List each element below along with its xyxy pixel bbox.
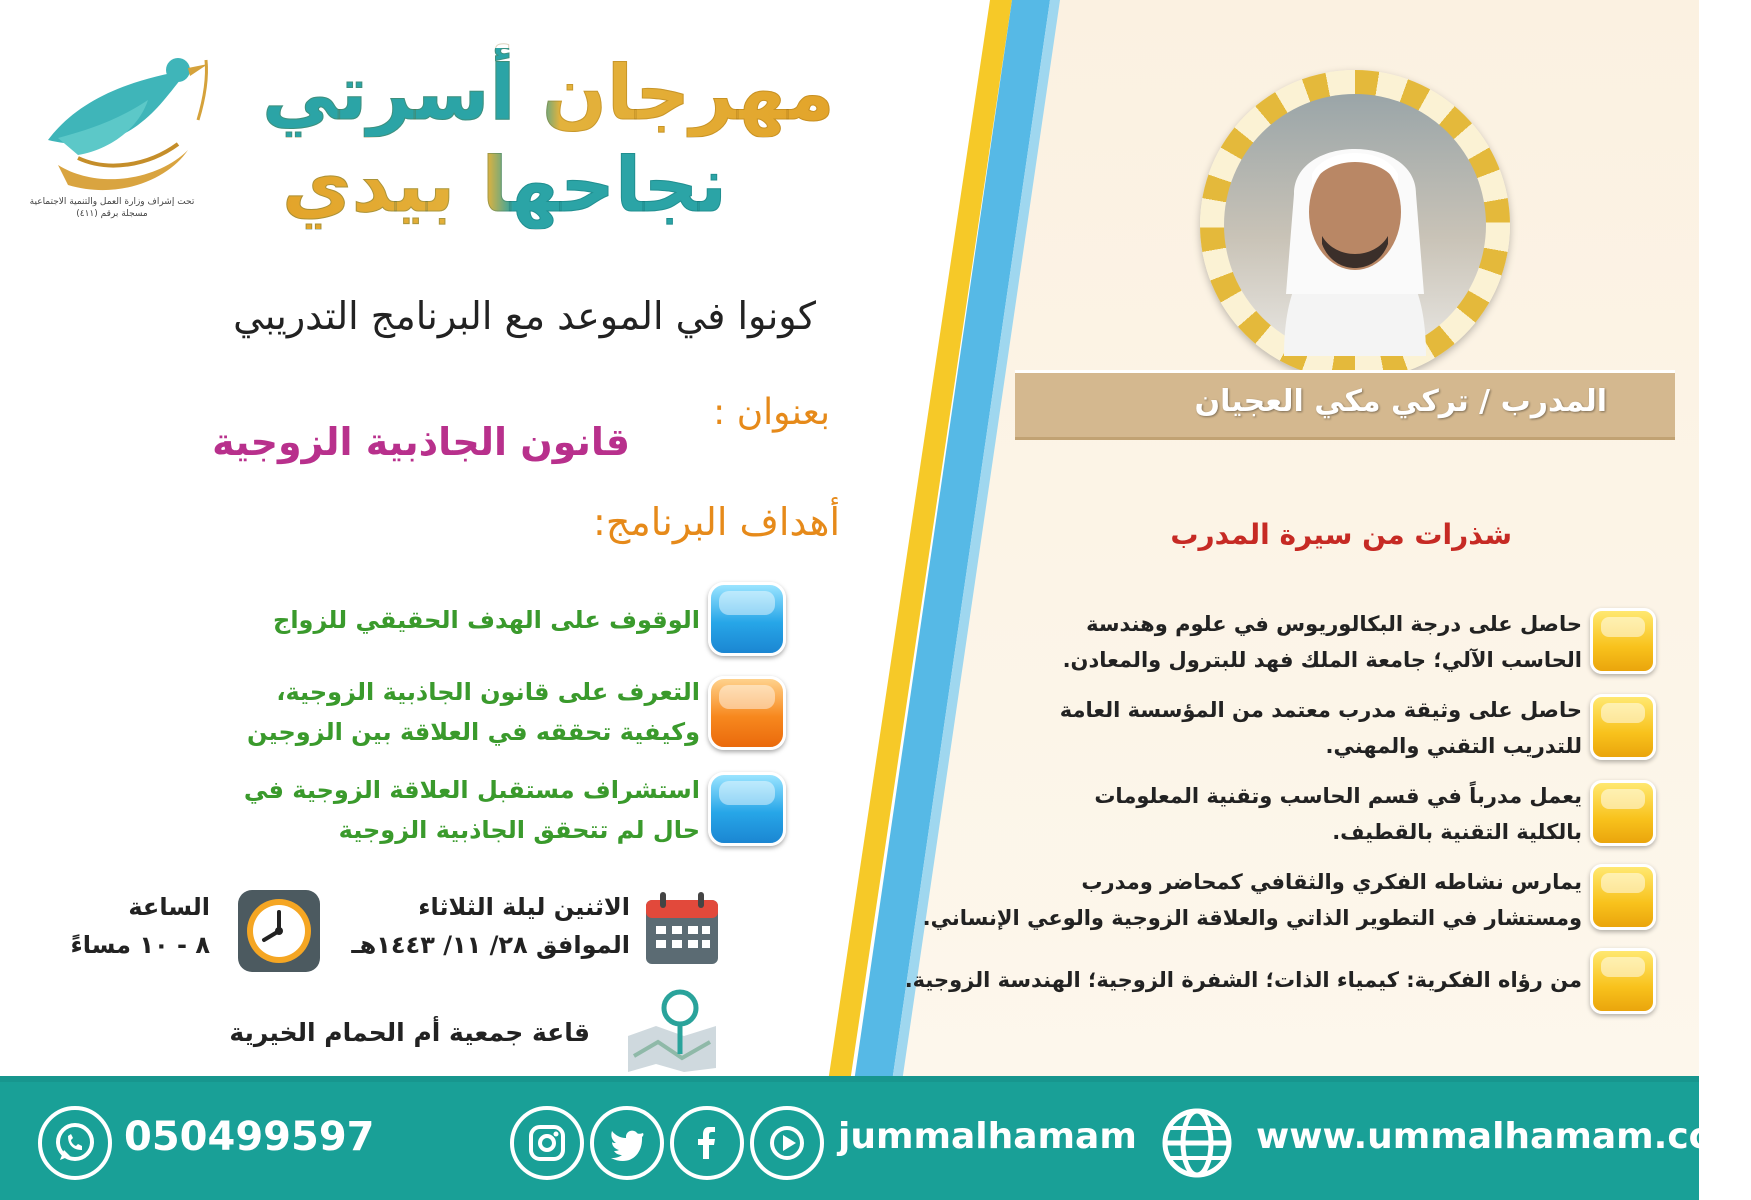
goals-heading: أهداف البرنامج: xyxy=(593,500,840,544)
festival-title-line-2: نجاحها بيدي xyxy=(282,140,727,229)
goal-item xyxy=(150,770,700,850)
bio-item xyxy=(880,864,1582,936)
bio-text: حاصل على درجة البكالوريوس في علوم وهندسة xyxy=(1086,612,1582,636)
map-pin-icon xyxy=(622,986,722,1072)
bio-text: حاصل على وثيقة مدرب معتمد من المؤسسة العامة xyxy=(1059,698,1582,722)
footer-website[interactable]: www.ummalhamam.com xyxy=(1256,1116,1751,1157)
instagram-icon[interactable] xyxy=(510,1106,584,1180)
clock-icon xyxy=(236,888,322,974)
schedule-day: الاثنين ليلة الثلاثاء xyxy=(418,893,630,921)
footer-phone[interactable]: 050499597 xyxy=(124,1114,375,1160)
bio-bullet-icon xyxy=(1590,780,1656,846)
program-subject: قانون الجاذبية الزوجية xyxy=(212,420,630,464)
goal-text: التعرف على قانون الجاذبية الزوجية، xyxy=(276,678,700,706)
bio-item xyxy=(862,962,1582,998)
goal-bullet-icon xyxy=(708,582,786,656)
goal-bullet-icon xyxy=(708,772,786,846)
schedule-date: الموافق ٢٨/ ١١/ ١٤٤٣هـ xyxy=(351,931,630,959)
trainer-photo xyxy=(1224,94,1486,356)
program-intro: كونوا في الموعد مع البرنامج التدريبي xyxy=(233,294,816,338)
goal-item xyxy=(150,600,700,640)
schedule-time xyxy=(50,888,210,964)
facebook-icon[interactable] xyxy=(670,1106,744,1180)
bio-text: للتدريب التقني والمهني. xyxy=(1325,734,1582,758)
bio-heading: شذرات من سيرة المدرب xyxy=(1170,518,1512,551)
subject-label: بعنوان : xyxy=(713,392,830,433)
bio-bullet-icon xyxy=(1590,694,1656,760)
venue: قاعة جمعية أم الحمام الخيرية xyxy=(229,1018,590,1047)
goal-text: وكيفية تحققه في العلاقة بين الزوجين xyxy=(247,718,700,746)
time-label: الساعة xyxy=(128,893,210,921)
calendar-icon xyxy=(642,888,722,968)
bio-text: بالكلية التقنية بالقطيف. xyxy=(1332,820,1582,844)
bio-item xyxy=(1010,692,1582,764)
bio-text: يعمل مدرباً في قسم الحاسب وتقنية المعلومات xyxy=(1094,784,1582,808)
festival-title-line-1: مهرجان أسرتي xyxy=(262,48,835,137)
trainer-name: المدرب / تركي مكي العجيان xyxy=(1194,384,1607,419)
logo-caption-line: مسجلة برقم (٤١١) xyxy=(76,209,148,219)
goal-text: الوقوف على الهدف الحقيقي للزواج xyxy=(273,606,700,634)
bio-bullet-icon xyxy=(1590,608,1656,674)
bio-text: من رؤاه الفكرية: كيمياء الذات؛ الشفرة الزوجية؛ الهندسة الزوجية. xyxy=(904,968,1582,992)
time-value: ٨ - ١٠ مساءً xyxy=(70,931,210,959)
logo-caption xyxy=(12,196,212,220)
footer-social-handle[interactable]: jummalhamam xyxy=(838,1116,1137,1157)
bio-text: الحاسب الآلي؛ جامعة الملك فهد للبترول والمعادن. xyxy=(1062,648,1582,672)
bio-text: يمارس نشاطه الفكري والثقافي كمحاضر ومدرب xyxy=(1081,870,1582,894)
schedule-day-date xyxy=(340,888,630,964)
goal-text: استشراف مستقبل العلاقة الزوجية في xyxy=(243,776,700,804)
goal-bullet-icon xyxy=(708,676,786,750)
youtube-icon[interactable] xyxy=(750,1106,824,1180)
whatsapp-icon[interactable] xyxy=(38,1106,112,1180)
twitter-icon[interactable] xyxy=(590,1106,664,1180)
bio-text: ومستشار في التطوير الذاتي والعلاقة الزوجية والوعي الإنساني. xyxy=(922,906,1582,930)
bio-item xyxy=(1010,778,1582,850)
bio-bullet-icon xyxy=(1590,864,1656,930)
globe-icon[interactable] xyxy=(1158,1104,1236,1182)
goal-item xyxy=(150,672,700,752)
logo-caption-line: تحت إشراف وزارة العمل والتنمية الاجتماعية xyxy=(29,197,195,207)
goal-text: حال لم تتحقق الجاذبية الزوجية xyxy=(338,816,700,844)
bio-item xyxy=(1010,606,1582,678)
bio-bullet-icon xyxy=(1590,948,1656,1014)
